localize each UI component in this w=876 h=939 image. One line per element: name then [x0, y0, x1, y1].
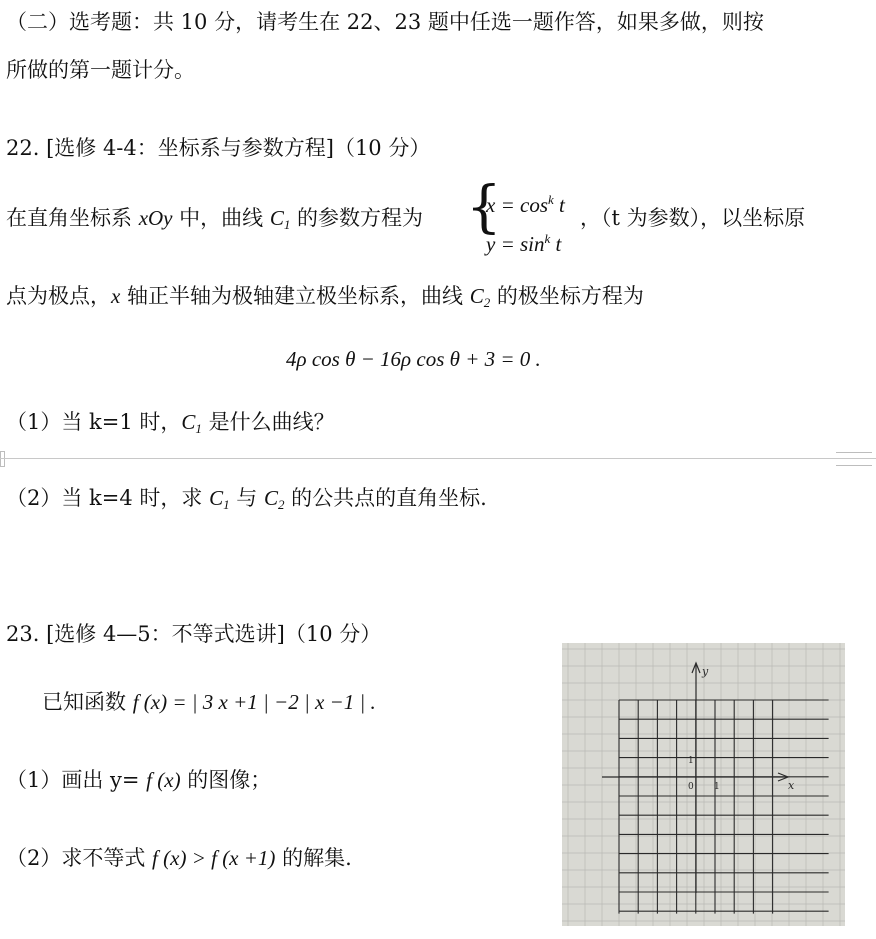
q23-sub-question-2: （2）求不等式 f (x) > f (x +1) 的解集.	[6, 846, 352, 870]
photo-background	[562, 643, 845, 926]
q23-title: 23. [选修 4—5：不等式选讲]（10 分）	[6, 622, 382, 646]
q22-sub-question-1: （1）当 k=1 时，$C_1$ 是什么曲线？	[6, 410, 335, 436]
polar-equation: 4ρ cos θ − 16ρ cos θ + 3 = 0 .	[286, 347, 541, 371]
q23-sub-question-1: （1）画出 y= f (x) 的图像；	[6, 768, 272, 792]
param-note: ，（t 为参数），以坐标原	[580, 206, 806, 230]
grid-photo	[562, 643, 845, 926]
x-axis-label: x	[788, 779, 795, 792]
q22-text-before: 在直角坐标系	[6, 206, 139, 230]
origin-label: 0	[688, 782, 694, 792]
system-brace: {	[466, 175, 502, 240]
q22-text-mid: 中，曲线	[172, 206, 270, 230]
q22-curve-c2: $C_2$	[469, 284, 491, 310]
q23-given: 已知函数 f (x) = | 3 x +1 | −2 | x −1 | .	[42, 690, 376, 714]
q23-function: f (x) = | 3 x +1 | −2 | x −1 | .	[132, 690, 376, 714]
intro-line-2: 所做的第一题计分。	[6, 58, 195, 82]
page-break-marker-right	[836, 452, 872, 466]
page-divider	[0, 458, 876, 459]
q22-line-2: 点为极点，x 轴正半轴为极轴建立极坐标系，曲线 $C_2$ 的极坐标方程为	[6, 284, 644, 310]
q22-coord-system: xOy	[138, 206, 173, 230]
x-unit-label: 1	[714, 782, 720, 792]
y-unit-label: 1	[688, 756, 694, 766]
q22-title: 22. [选修 4-4：坐标系与参数方程]（10 分）	[6, 136, 431, 160]
intro-line-1: （二）选考题：共 10 分，请考生在 22、23 题中任选一题作答，如果多做，则按	[6, 10, 764, 34]
param-eq-x: $x = \cos^k t$	[486, 192, 565, 217]
q22-text-after: 的参数方程为	[290, 206, 424, 230]
y-axis-label: y	[702, 665, 709, 678]
q22-sub-question-2: （2）当 k=4 时，求 $C_1$ 与 $C_2$ 的公共点的直角坐标.	[6, 486, 487, 512]
q22-line-1	[6, 204, 423, 239]
page-break-marker-left	[0, 451, 5, 467]
q22-curve-c1: $C_1$	[269, 206, 291, 232]
param-eq-y: $y = \sin^k t$	[486, 231, 562, 256]
